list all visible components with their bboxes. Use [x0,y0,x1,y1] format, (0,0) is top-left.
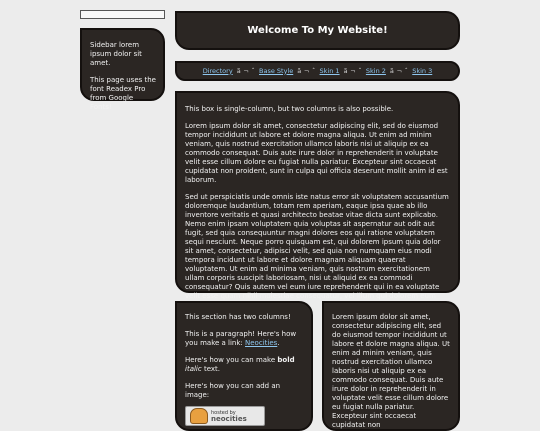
badge-big-text: neocities [211,414,247,423]
image-intro: Here's how you can add an image: [185,382,281,399]
nav-link-directory[interactable]: Directory [202,66,233,75]
sidebar-text: Sidebar lorem ipsum dolor sit amet. [90,41,142,67]
link-intro-text: This is a paragraph! Here's how you make a link: [185,330,297,347]
nav-link-skin-2[interactable]: Skin 2 [365,66,386,75]
formatting-suffix-text: text. [201,365,220,373]
nav-link-skin-1[interactable]: Skin 1 [319,66,340,75]
page-header [175,11,460,50]
header-logo-image [80,10,165,19]
nav-separator: ã ¬ ˆ [343,66,362,75]
nav-bar [175,61,460,81]
formatting-intro-text: Here's how you can make [185,356,278,364]
sidebar-font-note: This page uses the font Readex Pro from Google Fonts! [90,76,156,111]
nav-separator: ã ¬ ˆ [236,66,255,75]
link-suffix-text: . [277,339,280,347]
nav-link-skin-3[interactable]: Skin 3 [412,66,433,75]
nav-separator: ã ¬ ˆ [389,66,409,75]
main-paragraph-1: Lorem ipsum dolor sit amet, consectetur adipiscing elit, sed do eiusmod tempor incididunt ut labore et dolore magna aliqua. Ut enim ad minim veniam, quis nostrud exercitation ullamco laboris nisi ut aliquip ex ea commodo consequat. Duis aute irure dolor in reprehenderit in voluptate velit esse cillum dolore eu fugiat nulla pariatur. Excepteur sint occaecat cupidatat non proident, sunt in culpa qui officia deserunt mollit anim id est laborum. [185,122,448,184]
left-column [175,301,313,431]
main-paragraph-2: Sed ut perspiciatis unde omnis iste natus error sit voluptatem accusantium doloremque laudantium, totam rem aperiam, eaque ipsa quae ab illo inventore veritatis et quasi architecto beatae vitae dicta sunt explicabo. Nemo enim ipsam voluptatem quia voluptas sit aspernatur aut odit aut fugit, sed quia consequuntur magni dolores eos qui ratione voluptatem sequi nesciunt. Neque porro quisquam est, qui dolorem ipsum quia dolor sit amet, consectetur, adipisci velit, sed quia non numquam eius modi tempora incidunt ut labore et dolore magnam aliquam quaerat voluptatem. Ut enim ad minima veniam, quis nostrum exercitationem ullam corporis suscipit laboriosam, nisi ut aliquid ex ea commodi consequatur? Quis autem vel eum iure reprehenderit qui in ea voluptate velit esse quam nihil molestiae consequatur, vel illum qui dolorem eum [185,193,449,300]
link-paragraph [185,330,304,348]
neocities-cat-icon [190,408,208,424]
page-title: Welcome To My Website! [247,25,388,36]
nav-link-base-style[interactable]: Base Style [259,66,294,75]
hosted-by-neocities-badge[interactable] [185,406,265,426]
column-heading: This section has two columns! [185,313,291,321]
nav-separator: ã ¬ ˆ [297,66,316,75]
bold-text: bold [277,356,295,364]
right-column-text: Lorem ipsum dolor sit amet, consectetur adipiscing elit, sed do eiusmod tempor incididunt ut labore et dolore magna aliqua. Ut enim ad minim veniam, quis nostrud exercitation ullamco laboris nisi ut aliquip ex ea commodo consequat. Duis aute irure dolor in reprehenderit in voluptate velit esse cillum dolore eu fugiat nulla pariatur. Excepteur sint occaecat cupidatat non [332,313,450,429]
neocities-link[interactable]: Neocities [245,339,278,347]
formatting-paragraph [185,356,304,374]
sidebar [80,28,165,111]
italic-text: italic [185,365,202,373]
main-content [175,91,460,300]
badge-small-text: hosted by [211,409,236,416]
right-column [322,301,460,431]
main-intro: This box is single-column, but two columns is also possible. [185,105,394,113]
